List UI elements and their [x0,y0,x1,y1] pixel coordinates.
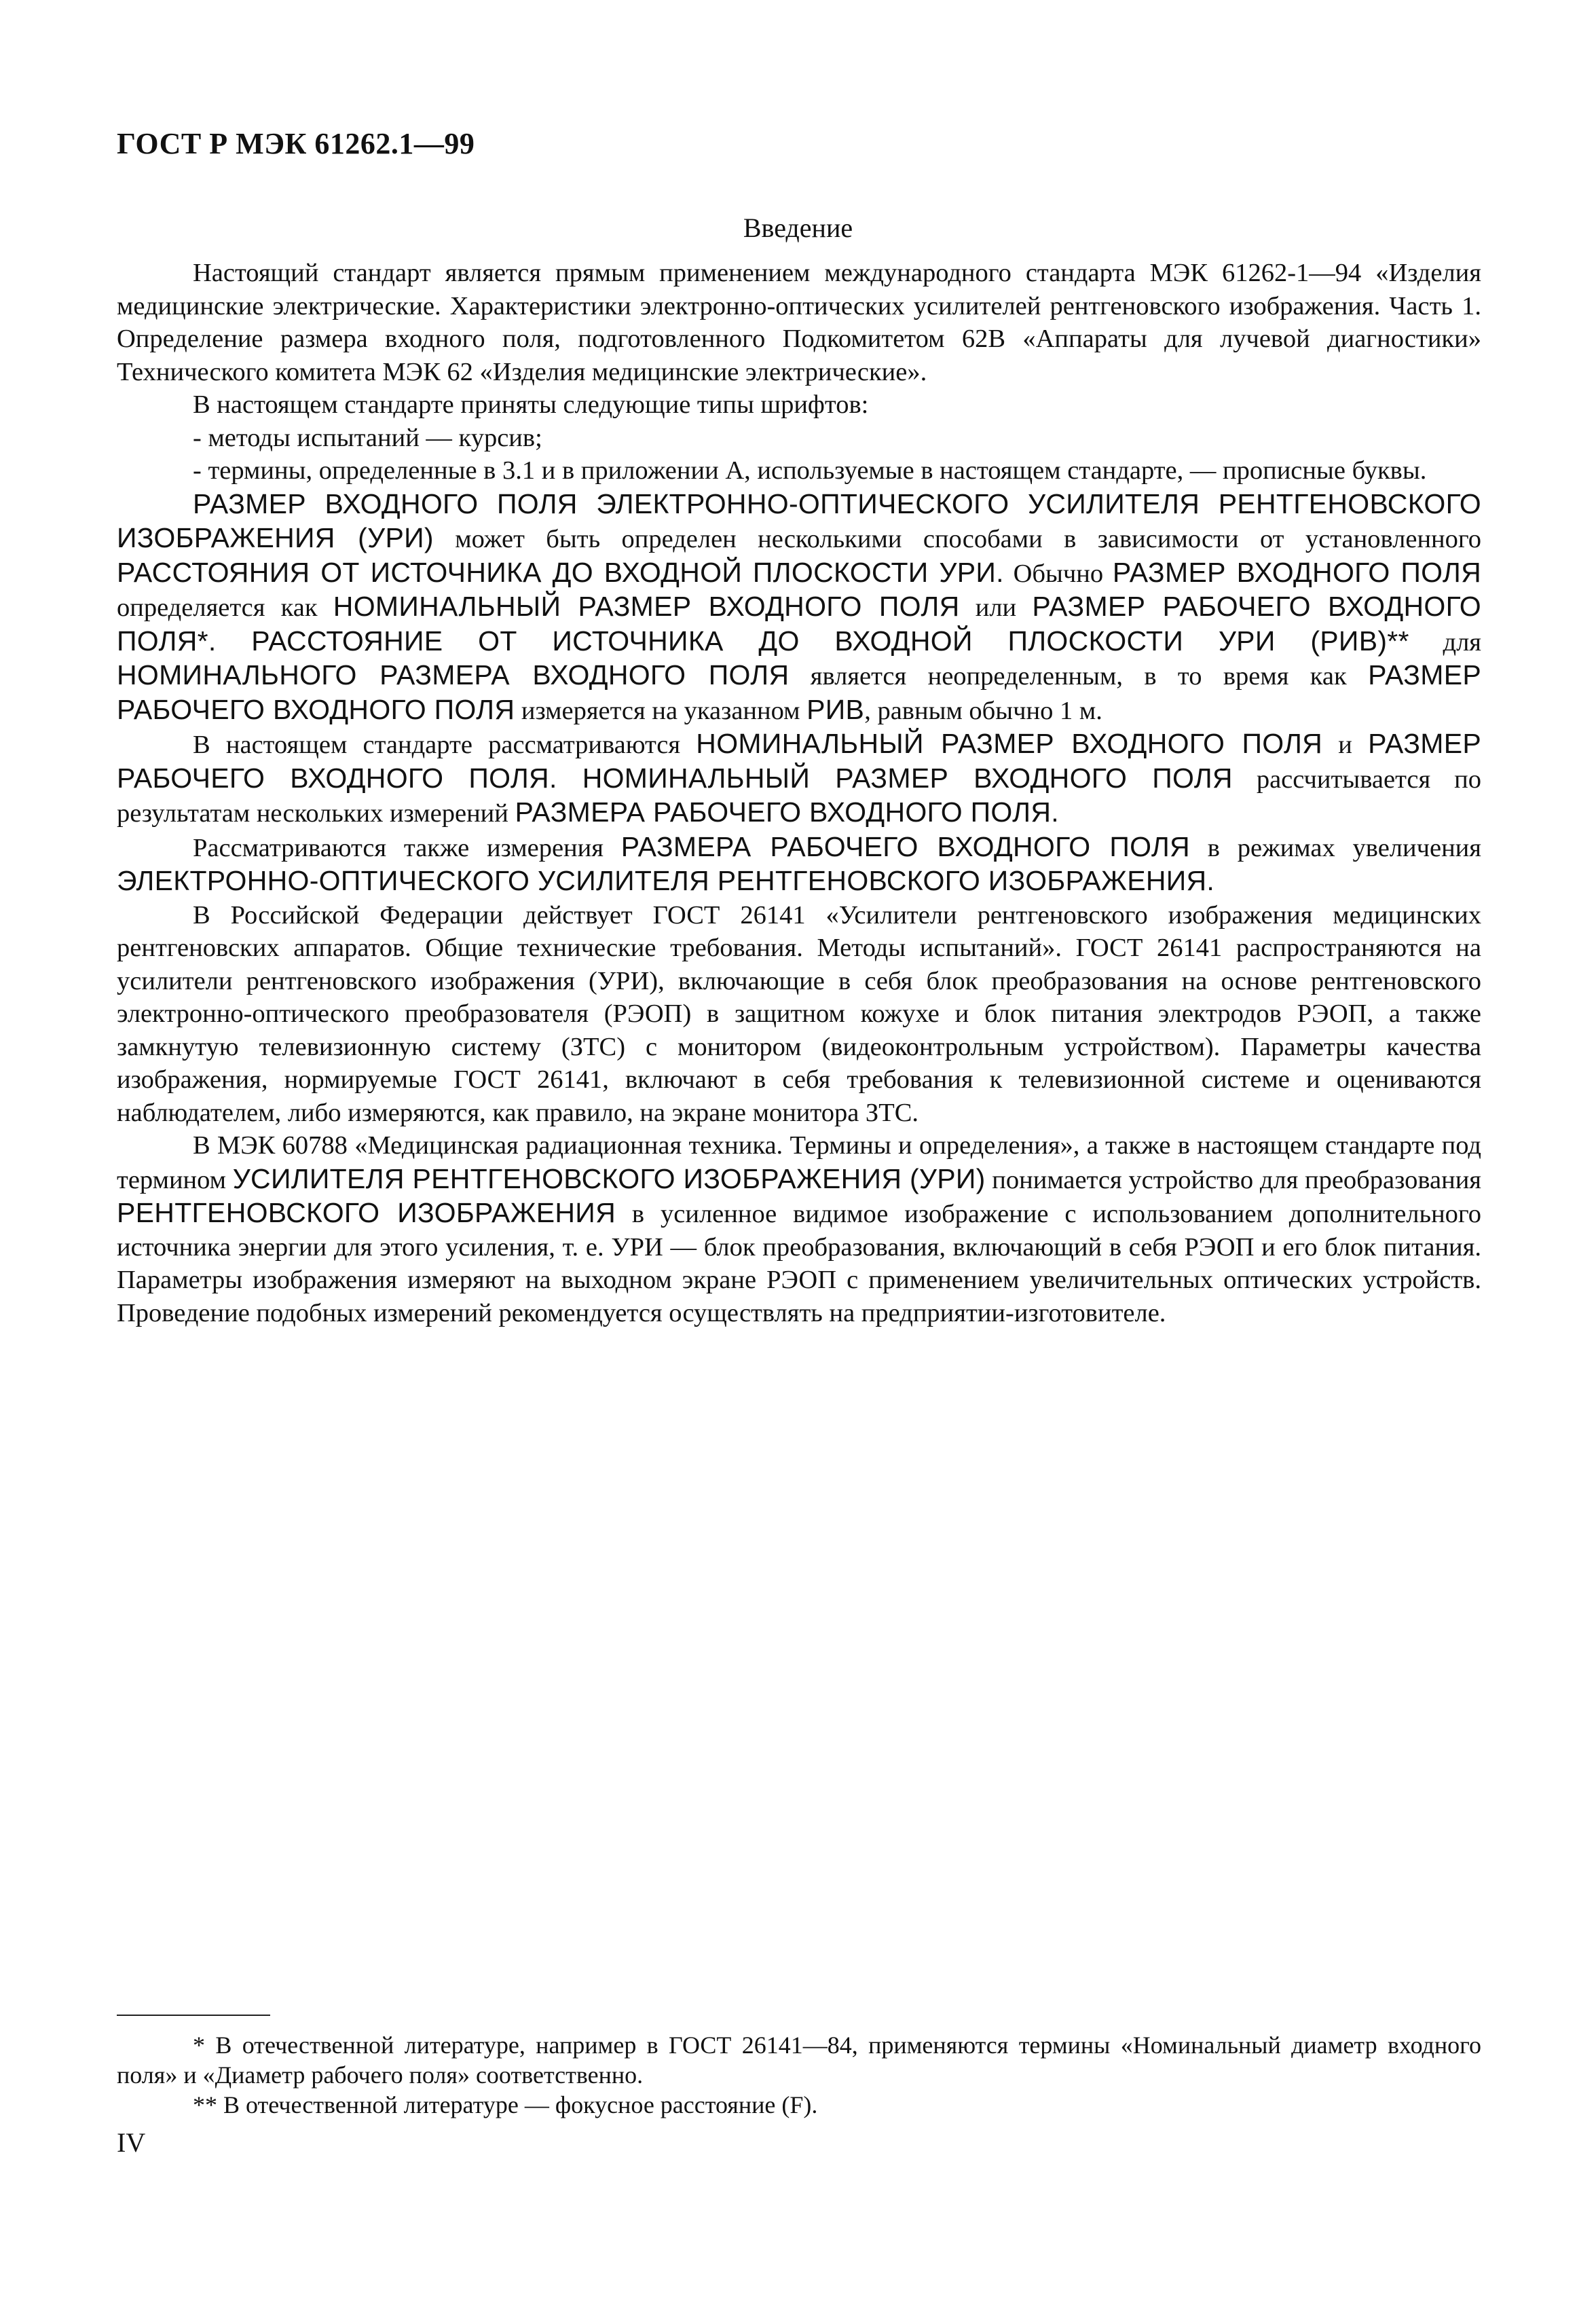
page-number: IV [117,2127,146,2158]
paragraph-magnification [117,830,1481,899]
text-span: понимается устройство для преобразования [985,1165,1482,1194]
term-span: НОМИНАЛЬНЫЙ РАЗМЕР ВХОДНОГО ПОЛЯ [696,728,1323,759]
text-span: определяется как [117,593,333,622]
paragraph-intro: Настоящий стандарт является прямым применением международного стандарта МЭК 61262-1—94 «Изделия медицинские электрические. Характеристики электронно-оптических усилителей рентгеновского изображения. Часть 1. Определение размера входного поля, подготовленного Подкомитетом 62В «Аппараты для лучевой диагностики» Технического комитета МЭК 62 «Изделия медицинские электрические». [117,259,1481,386]
term-span: РАССТОЯНИЯ ОТ ИСТОЧНИКА ДО ВХОДНОЙ ПЛОСКОСТИ УРИ. [117,556,1004,588]
term-span: РАЗМЕР ВХОДНОГО ПОЛЯ ЭЛЕКТРОННО-ОПТИЧЕСКОГО УСИЛИТЕЛЯ РЕНТГЕНОВСКОГО ИЗОБРАЖЕНИЯ (УРИ) [117,488,1481,553]
text-span: Рассматриваются также измерения [193,833,621,862]
paragraph-field-size [117,488,1481,728]
text-span: в режимах увеличения [1189,833,1481,862]
text-span: рассчитывается по результатам нескольких измерений [117,765,1481,828]
text-span: Обычно [1003,559,1113,588]
document-code: ГОСТ Р МЭК 61262.1—99 [117,127,475,160]
list-item-italic: - методы испытаний — курсив; [193,423,542,452]
text-span: измеряется на указанном [515,696,807,725]
footnote-1: * В отечественной литературе, например в ГОСТ 26141—84, применяются термины «Номинальный диаметр входного поля» и «Диаметр рабочего поля» соответственно. [117,2032,1481,2089]
term-span: НОМИНАЛЬНЫЙ РАЗМЕР ВХОДНОГО ПОЛЯ [333,591,960,622]
paragraph-russian-federation: В Российской Федерации действует ГОСТ 26141 «Усилители рентгеновского изображения медицинских рентгеновских аппаратов. Общие технические требования. Методы испытаний». ГОСТ 26141 распространяются на усилители рентгеновского изображения (УРИ), включающие в себя блок преобразования на основе рентгеновского электронно-оптического преобразователя (РЭОП) в защитном кожухе и блок питания электродов РЭОП, а также замкнутую телевизионную систему (ЗТС) с монитором (видеоконтрольным устройством). Параметры качества изображения, нормируемые ГОСТ 26141, включают в себя требования к телевизионной системе и оцениваются наблюдателем, либо измеряются, как правило, на экране монитора ЗТС. [117,900,1481,1127]
term-span: ЭЛЕКТРОННО-ОПТИЧЕСКОГО УСИЛИТЕЛЯ РЕНТГЕНОВСКОГО ИЗОБРАЖЕНИЯ. [117,865,1215,896]
text-span: в усиленное видимое изображение с использованием дополнительного источника энергии для этого усиления, т. е. УРИ — блок преобразования, включающий в себя РЭОП и его блок питания. Параметры изображения измеряют на выходном экране РЭОП с применением увеличительных оптических устройств. Проведение подобных измерений рекомендуется осуществлять на предприятии-изготовителе. [117,1200,1482,1327]
footnote-separator [117,2015,270,2016]
term-span: РАЗМЕРА РАБОЧЕГО ВХОДНОГО ПОЛЯ. [515,796,1059,828]
footnotes [117,2030,1481,2120]
term-span: РАЗМЕР РАБОЧЕГО ВХОДНОГО ПОЛЯ*. РАССТОЯНИЕ ОТ ИСТОЧНИКА ДО ВХОДНОЙ ПЛОСКОСТИ УРИ (РИВ)** [117,591,1481,657]
paragraph-iec-60788 [117,1129,1481,1329]
term-span: РАЗМЕРА РАБОЧЕГО ВХОДНОГО ПОЛЯ [620,830,1190,862]
body-text [117,257,1481,1329]
text-span: В МЭК 60788 «Медицинская радиационная техника. Термины и определения», а также в настоящем стандарте под термином [117,1131,1481,1194]
paragraph-fonts: В настоящем стандарте приняты следующие типы шрифтов: [193,390,869,419]
term-span: РЕНТГЕНОВСКОГО ИЗОБРАЖЕНИЯ [117,1197,616,1228]
text-span: В настоящем стандарте рассматриваются [193,731,697,759]
text-span: и [1322,731,1369,759]
text-span: является неопределенным, в то время как [789,662,1369,691]
term-span: РАЗМЕР РАБОЧЕГО ВХОДНОГО ПОЛЯ [117,659,1481,725]
footnote-2: ** В отечественной литературе — фокусное расстояние (F). [193,2091,818,2118]
section-title: Введение [743,213,853,243]
text-span: или [959,593,1033,622]
text-span: может быть определен несколькими способами в зависимости от установленного [433,525,1481,553]
term-span: РАЗМЕР РАБОЧЕГО ВХОДНОГО ПОЛЯ. НОМИНАЛЬНЫЙ РАЗМЕР ВХОДНОГО ПОЛЯ [117,728,1482,794]
term-span: УСИЛИТЕЛЯ РЕНТГЕНОВСКОГО ИЗОБРАЖЕНИЯ (УРИ) [232,1162,986,1194]
term-span: НОМИНАЛЬНОГО РАЗМЕРА ВХОДНОГО ПОЛЯ [117,659,790,691]
paragraph-scope [117,727,1481,830]
text-span: для [1409,627,1481,657]
text-span: , равным обычно 1 м. [864,696,1102,725]
list-item-caps: - термины, определенные в 3.1 и в приложении А, используемые в настоящем стандарте, — прописные буквы. [193,456,1427,485]
term-span: РАЗМЕР ВХОДНОГО ПОЛЯ [1112,556,1481,588]
term-span: РИВ [806,693,865,725]
